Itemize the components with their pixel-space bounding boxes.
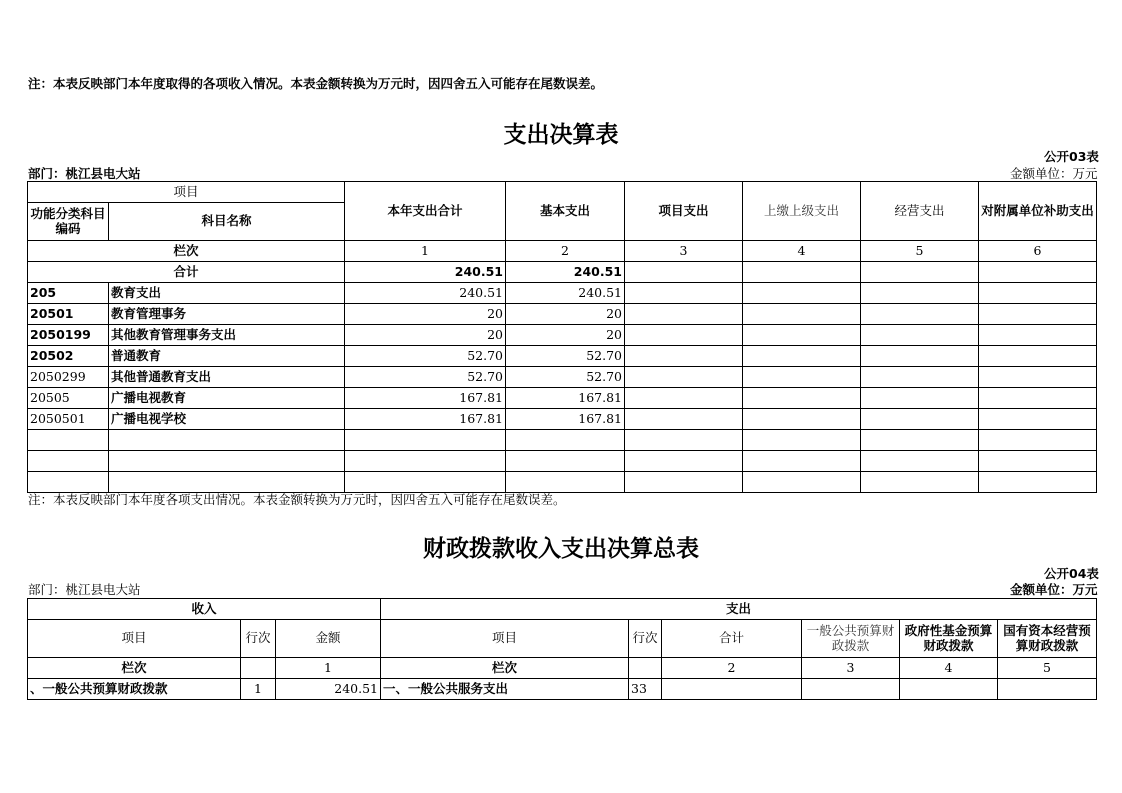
row-code: 20501 [28, 304, 109, 325]
row-name: 广播电视学校 [109, 409, 345, 430]
total-label: 合计 [28, 262, 345, 283]
table-row [28, 304, 1097, 325]
top-note: 注：本表反映部门本年度取得的各项收入情况。本表金额转换为万元时，因四舍五入可能存在尾数误差。 [28, 76, 604, 91]
row-name: 教育管理事务 [109, 304, 345, 325]
row-code: 2050199 [28, 325, 109, 346]
row-total: 52.70 [345, 346, 506, 367]
expense-table [27, 181, 1097, 493]
row-code: 2050299 [28, 367, 109, 388]
expense-index: 3 [802, 658, 900, 679]
fiscal-table-code: 公开04表 [1044, 566, 1099, 581]
empty-row [28, 451, 1097, 472]
table-row [28, 388, 1097, 409]
income-amount: 240.51 [276, 679, 381, 700]
income-item-header: 项目 [28, 620, 241, 658]
header-project: 项目 [28, 182, 345, 203]
col-code-header: 功能分类科目编码 [28, 203, 109, 241]
row-code: 2050501 [28, 409, 109, 430]
col-name-header: 科目名称 [109, 203, 345, 241]
row-basic: 52.70 [506, 367, 625, 388]
row-name: 其他普通教育支出 [109, 367, 345, 388]
expense-item: 一、一般公共服务支出 [381, 679, 629, 700]
index-cell: 4 [743, 241, 861, 262]
row-basic: 167.81 [506, 388, 625, 409]
fiscal-unit: 金额单位：万元 [1010, 582, 1098, 597]
fiscal-table [27, 598, 1097, 700]
row-name: 其他教育管理事务支出 [109, 325, 345, 346]
fund-budget-header: 政府性基金预算财政拨款 [900, 620, 998, 658]
col-basic-header: 基本支出 [506, 182, 625, 241]
col-business-header: 经营支出 [861, 182, 979, 241]
expense-index: 5 [998, 658, 1097, 679]
state-capital-header: 国有资本经营预算财政拨款 [998, 620, 1097, 658]
expense-header: 支出 [381, 599, 1097, 620]
expense-index-label: 栏次 [381, 658, 629, 679]
row-basic: 52.70 [506, 346, 625, 367]
row-total: 240.51 [345, 283, 506, 304]
row-basic: 20 [506, 304, 625, 325]
index-cell: 5 [861, 241, 979, 262]
expense-sum-header: 合计 [662, 620, 802, 658]
row-code: 205 [28, 283, 109, 304]
expense-unit: 金额单位：万元 [1010, 166, 1098, 181]
table-row [28, 679, 1097, 700]
income-amount-header: 金额 [276, 620, 381, 658]
income-index-label: 栏次 [28, 658, 241, 679]
row-code: 20502 [28, 346, 109, 367]
expense-line-header: 行次 [629, 620, 662, 658]
index-cell: 3 [625, 241, 743, 262]
income-line: 1 [241, 679, 276, 700]
col-subsidy-header: 对附属单位补助支出 [979, 182, 1097, 241]
empty-row [28, 430, 1097, 451]
total-basic: 240.51 [506, 262, 625, 283]
income-header: 收入 [28, 599, 381, 620]
index-cell: 1 [345, 241, 506, 262]
table-row [28, 346, 1097, 367]
col-project-header: 项目支出 [625, 182, 743, 241]
row-basic: 167.81 [506, 409, 625, 430]
index-cell: 6 [979, 241, 1097, 262]
fiscal-table-title: 财政拨款收入支出决算总表 [423, 536, 699, 562]
income-index: 1 [276, 658, 381, 679]
total-amount: 240.51 [345, 262, 506, 283]
income-item: 、一般公共预算财政拨款 [28, 679, 241, 700]
expense-table-code: 公开03表 [1044, 149, 1099, 164]
fiscal-department: 部门：桃江县电大站 [28, 582, 141, 597]
row-total: 167.81 [345, 388, 506, 409]
row-basic: 240.51 [506, 283, 625, 304]
table-row [28, 325, 1097, 346]
expense-index: 2 [662, 658, 802, 679]
row-total: 20 [345, 325, 506, 346]
row-total: 167.81 [345, 409, 506, 430]
row-name: 广播电视教育 [109, 388, 345, 409]
row-total: 52.70 [345, 367, 506, 388]
expense-table-title: 支出决算表 [503, 122, 619, 148]
expense-department: 部门：桃江县电大站 [28, 166, 141, 181]
row-index-label: 栏次 [28, 241, 345, 262]
row-basic: 20 [506, 325, 625, 346]
col-upper-header: 上缴上级支出 [743, 182, 861, 241]
row-name: 教育支出 [109, 283, 345, 304]
general-budget-header: 一般公共预算财政拨款 [802, 620, 900, 658]
row-total: 20 [345, 304, 506, 325]
table-row [28, 409, 1097, 430]
row-name: 普通教育 [109, 346, 345, 367]
expense-line: 33 [629, 679, 662, 700]
income-line-header: 行次 [241, 620, 276, 658]
expense-item-header: 项目 [381, 620, 629, 658]
index-cell: 2 [506, 241, 625, 262]
expense-index: 4 [900, 658, 998, 679]
row-code: 20505 [28, 388, 109, 409]
table-row [28, 367, 1097, 388]
expense-table-note: 注：本表反映部门本年度各项支出情况。本表金额转换为万元时，因四舍五入可能存在尾数误差。 [28, 492, 566, 507]
table-row [28, 283, 1097, 304]
col-total-header: 本年支出合计 [345, 182, 506, 241]
